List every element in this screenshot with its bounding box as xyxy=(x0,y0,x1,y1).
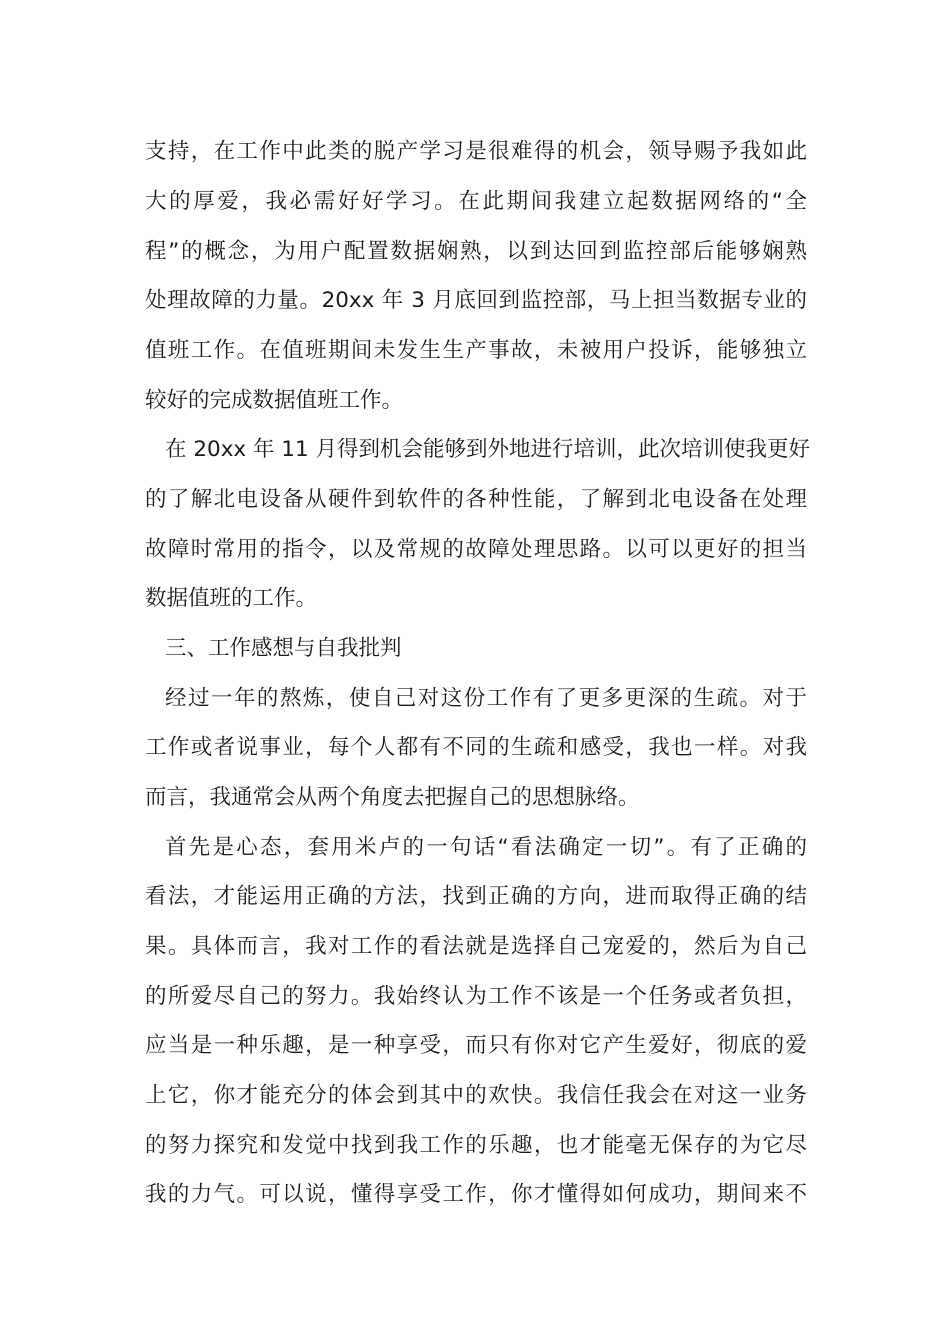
text-line: 较好的完成数据值班工作。 xyxy=(145,388,404,413)
text-line: 而言，我通常会从两个角度去把握自己的思想脉络。 xyxy=(145,785,640,810)
text-line: 的所爱尽自己的努力。我始终认为工作不该是一个任务或者负担， xyxy=(145,984,807,1009)
text-line: 工作或者说事业，每个人都有不同的生疏和感受，我也一样。对我 xyxy=(145,735,807,760)
section-heading: 三、工作感想与自我批判 xyxy=(165,636,402,661)
text-line: 在 20xx 年 11 月得到机会能够到外地进行培训，此次培训使我更好 xyxy=(165,437,811,462)
text-line: 大的厚爱，我必需好好学习。在此期间我建立起数据网络的“全 xyxy=(145,189,807,214)
text-line: 首先是心态，套用米卢的一句话“看法确定一切”。有了正确的 xyxy=(165,835,807,860)
text-line: 上它，你才能充分的体会到其中的欢快。我信任我会在对这一业务 xyxy=(145,1083,807,1108)
text-line: 经过一年的熬炼，使自己对这份工作有了更多更深的生疏。对于 xyxy=(165,686,807,711)
text-line: 我的力气。可以说，懂得享受工作，你才懂得如何成功，期间来不 xyxy=(145,1182,807,1207)
text-line: 的努力探究和发觉中找到我工作的乐趣，也才能毫无保存的为它尽 xyxy=(145,1133,807,1158)
text-line: 应当是一种乐趣，是一种享受，而只有你对它产生爱好，彻底的爱 xyxy=(145,1033,807,1058)
text-line: 程”的概念，为用户配置数据娴熟，以到达回到监控部后能够娴熟 xyxy=(145,239,807,264)
text-line: 果。具体而言，我对工作的看法就是选择自己宠爱的，然后为自己 xyxy=(145,934,807,959)
text-line: 数据值班的工作。 xyxy=(145,586,318,611)
text-line: 故障时常用的指令，以及常规的故障处理思路。以可以更好的担当 xyxy=(145,537,807,562)
text-line: 处理故障的力量。20xx 年 3 月底回到监控部，马上担当数据专业的 xyxy=(145,288,807,313)
text-line: 值班工作。在值班期间未发生生产事故，未被用户投诉，能够独立 xyxy=(145,338,807,363)
text-line: 看法，才能运用正确的方法，找到正确的方向，进而取得正确的结 xyxy=(145,884,807,909)
text-line: 支持，在工作中此类的脱产学习是很难得的机会，领导赐予我如此 xyxy=(145,139,807,164)
text-line: 的了解北电设备从硬件到软件的各种性能，了解到北电设备在处理 xyxy=(145,487,807,512)
